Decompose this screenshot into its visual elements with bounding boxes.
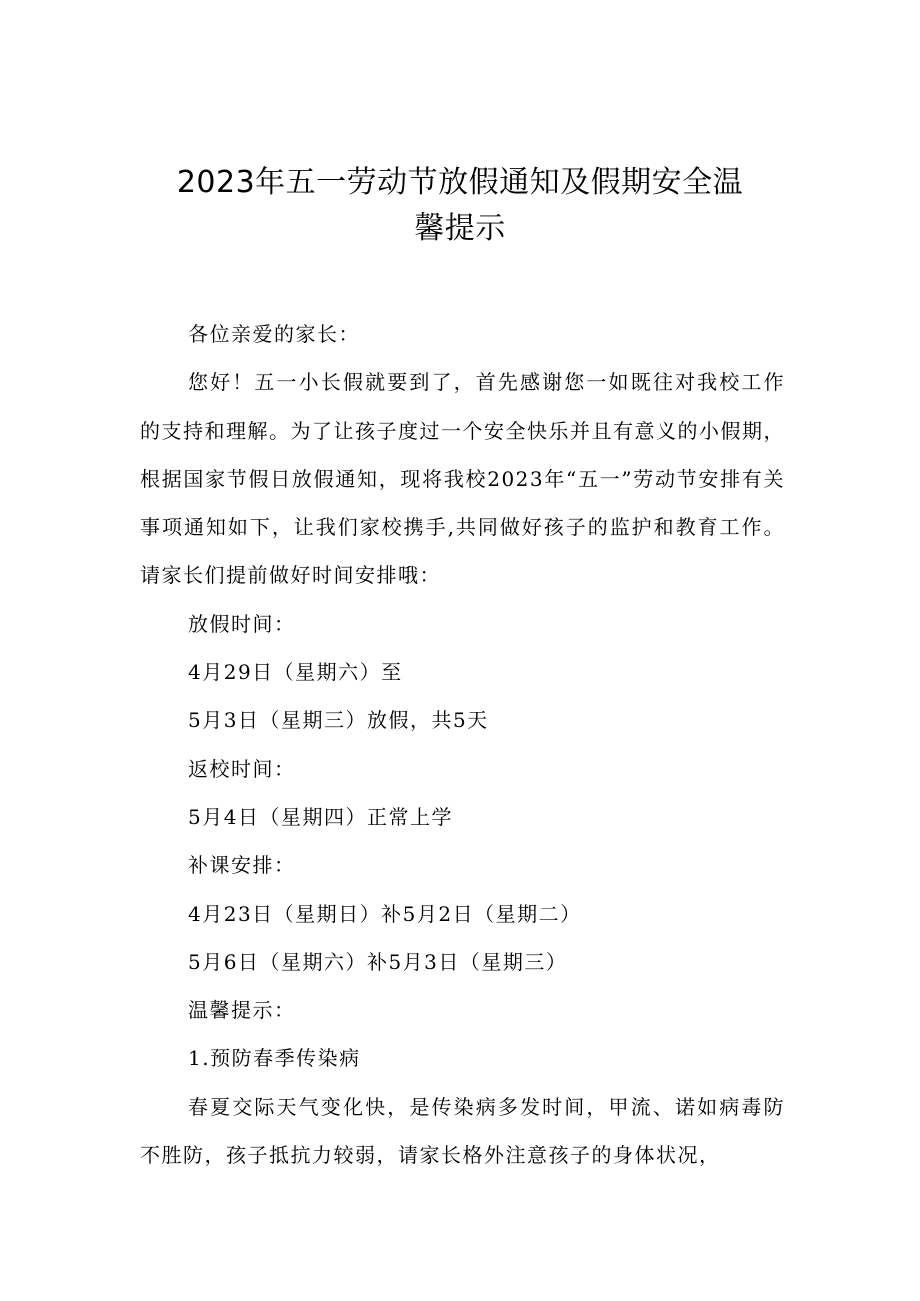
makeup-line-1: 4月23日（星期日）补5月2日（星期二） bbox=[188, 901, 582, 926]
holiday-time-heading: 放假时间： bbox=[188, 611, 296, 636]
document-body bbox=[140, 310, 785, 1179]
makeup-heading: 补课安排： bbox=[188, 853, 296, 878]
holiday-start: 4月29日（星期六）至 bbox=[188, 660, 403, 685]
makeup-line-2: 5月6日（星期六）补5月3日（星期三） bbox=[188, 949, 568, 974]
intro-paragraph: 您好！五一小长假就要到了，首先感谢您一如既往对我校工作的支持和理解。为了让孩子度过一个安全快乐并且有意义的小假期，根据国家节假日放假通知，现将我校2023年“五一”劳动节安排有关事项通知如下，让我们家校携手,共同做好孩子的监护和教育工作。请家长们提前做好时间安排哦： bbox=[140, 370, 785, 588]
salutation: 各位亲爱的家长： bbox=[188, 322, 360, 346]
title-line-1: 2023年五一劳动节放假通知及假期安全温 bbox=[176, 165, 744, 200]
return-time-heading: 返校时间： bbox=[188, 756, 296, 781]
document-title bbox=[140, 160, 780, 252]
return-date: 5月4日（星期四）正常上学 bbox=[188, 804, 453, 829]
tip-1-heading: 1.预防春季传染病 bbox=[188, 1046, 361, 1071]
title-line-2: 馨提示 bbox=[414, 211, 506, 246]
holiday-end: 5月3日（星期三）放假，共5天 bbox=[188, 708, 489, 733]
tip-1-paragraph: 春夏交际天气变化快，是传染病多发时间，甲流、诺如病毒防不胜防，孩子抵抗力较弱，请家长格外注意孩子的身体状况， bbox=[140, 1094, 785, 1168]
tips-heading: 温馨提示： bbox=[188, 998, 296, 1023]
